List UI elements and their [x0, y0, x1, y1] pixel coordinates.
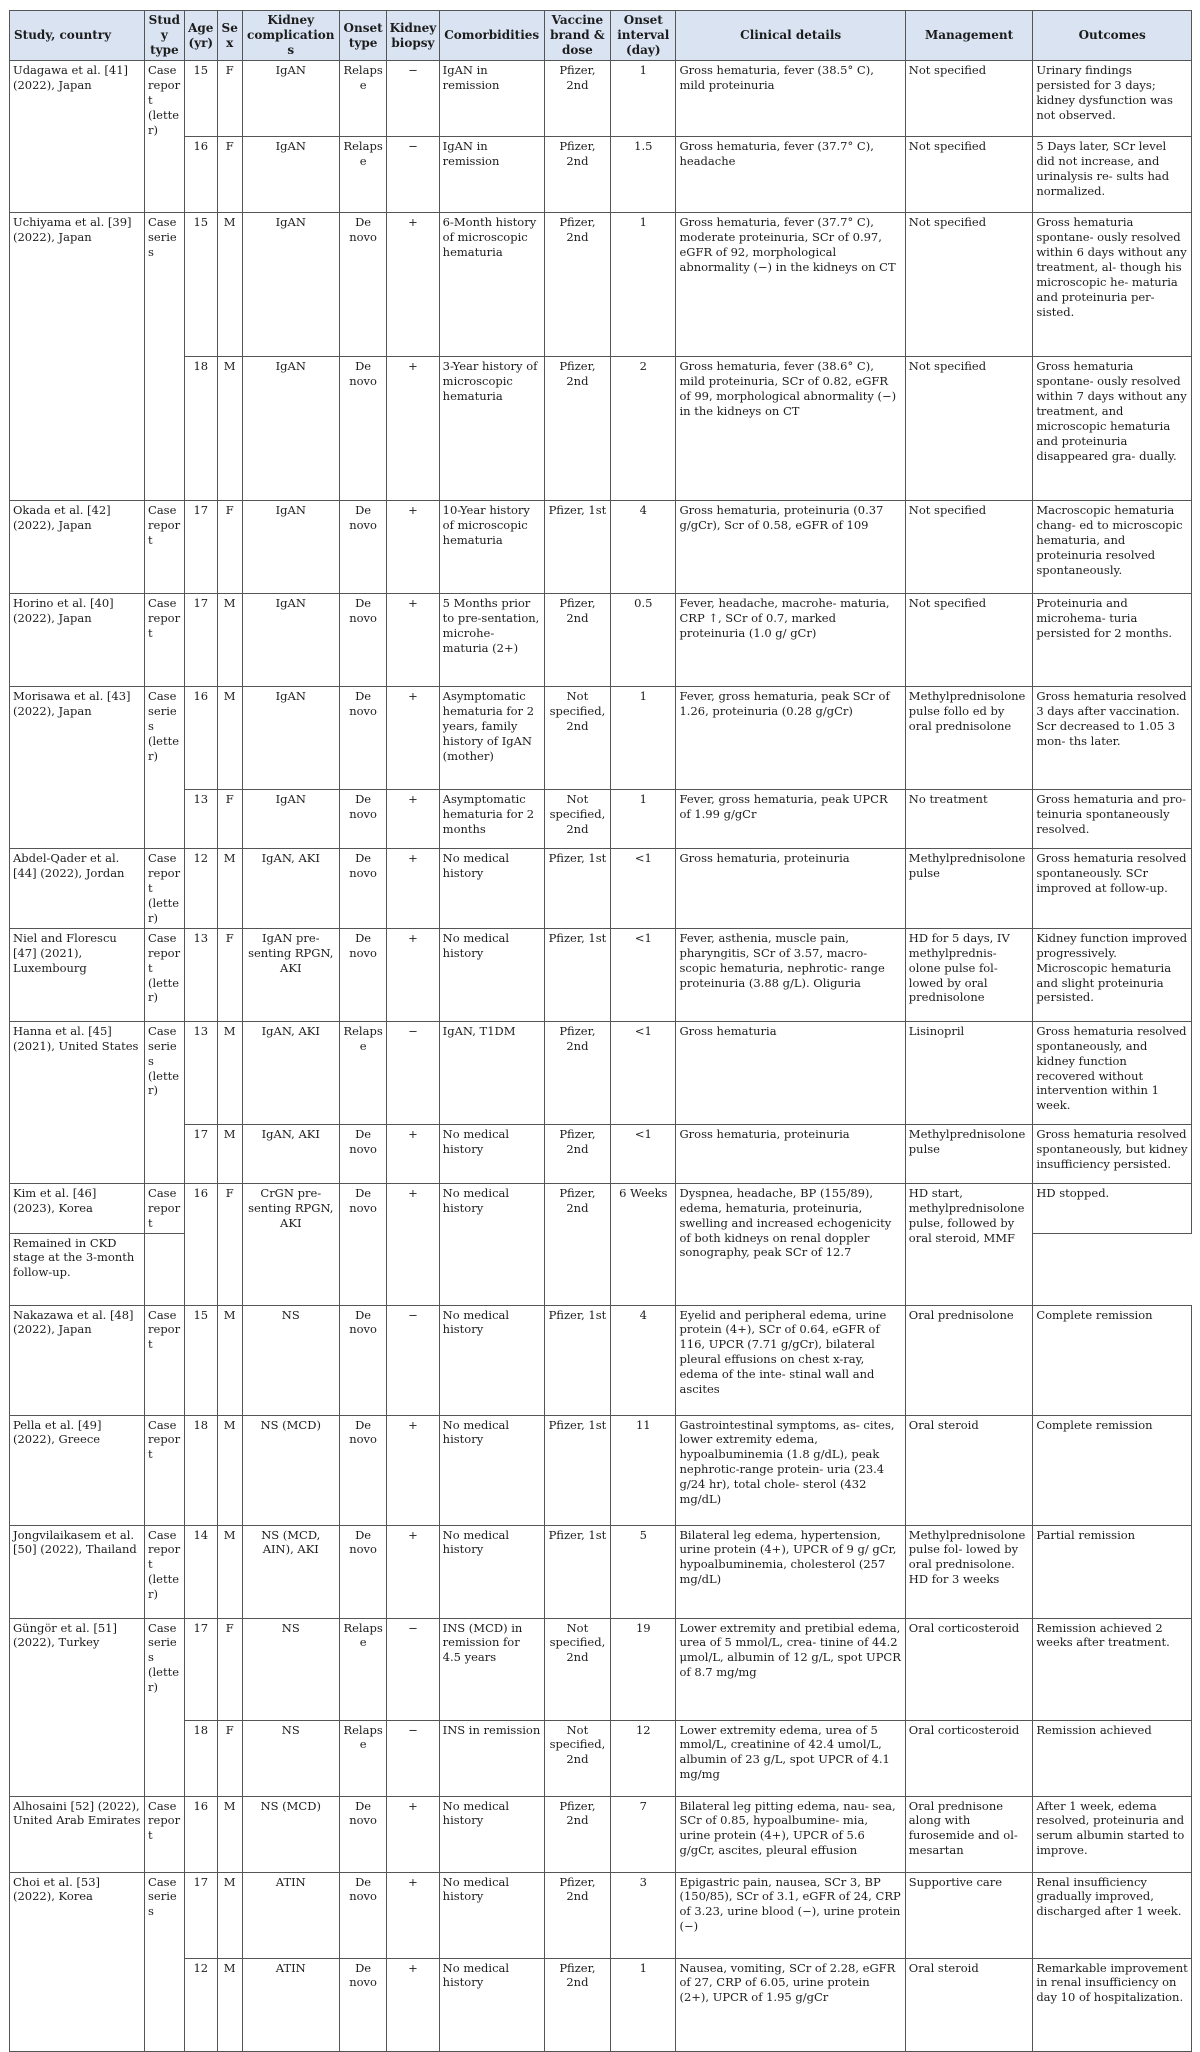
age-cell: 18 — [184, 1720, 217, 1796]
table-row — [10, 1021, 1192, 1124]
clinical-details-cell: Fever, gross hematuria, peak UPCR of 1.99 g/gCr — [676, 790, 905, 849]
onset-interval-cell: 2 — [611, 357, 676, 501]
biopsy-cell: − — [387, 1720, 440, 1796]
header-comorbidities: Comorbidities — [439, 11, 544, 61]
vaccine-cell: Pfizer, 2nd — [544, 1872, 610, 1958]
study-type-cell: Case report — [145, 594, 185, 687]
vaccine-cell: Pfizer, 1st — [544, 928, 610, 1021]
outcomes-cell: HD stopped. — [1033, 1183, 1192, 1233]
onset-type-cell: De novo — [340, 213, 387, 357]
vaccine-cell: Pfizer, 2nd — [544, 594, 610, 687]
biopsy-cell: + — [387, 594, 440, 687]
study-type-cell: Case report (letter) — [145, 1525, 185, 1618]
comorbidities-cell: Asymptomatic hematuria for 2 months — [439, 790, 544, 849]
vaccine-cell: Pfizer, 2nd — [544, 137, 610, 213]
sex-cell: M — [217, 1305, 242, 1415]
kidney-complications-cell: IgAN — [242, 687, 340, 790]
clinical-details-cell: Bilateral leg pitting edema, nau- sea, SCr of 0.85, hypoalbumine- mia, urine protein (4+), UPCR of 5.6 g/gCr, ascites, pleural effusion — [676, 1796, 905, 1872]
vaccine-cell: Pfizer, 2nd — [544, 1958, 610, 2051]
study-type-cell: Case series — [145, 213, 185, 501]
study-type-cell: Case report (letter) — [145, 849, 185, 929]
kidney-complications-cell: CrGN pre- senting RPGN, AKI — [242, 1183, 340, 1305]
sex-cell: M — [217, 357, 242, 501]
onset-interval-cell: 1 — [611, 1958, 676, 2051]
comorbidities-cell: No medical history — [439, 849, 544, 929]
study-cell: Choi et al. [53] (2022), Korea — [10, 1872, 145, 2051]
table-row — [10, 137, 1192, 213]
biopsy-cell: + — [387, 687, 440, 790]
study-type-cell: Case report (letter) — [145, 928, 185, 1021]
biopsy-cell: − — [387, 1305, 440, 1415]
age-cell: 14 — [184, 1525, 217, 1618]
table-row — [10, 1183, 1192, 1233]
header-type: Study type — [145, 11, 185, 61]
onset-interval-cell: 4 — [611, 501, 676, 594]
header-management: Management — [905, 11, 1033, 61]
clinical-details-cell: Gross hematuria — [676, 1021, 905, 1124]
age-cell: 18 — [184, 1415, 217, 1525]
age-cell: 16 — [184, 137, 217, 213]
biopsy-cell: + — [387, 501, 440, 594]
age-cell: 16 — [184, 1183, 217, 1305]
management-cell: Lisinopril — [905, 1021, 1033, 1124]
onset-type-cell: De novo — [340, 1305, 387, 1415]
onset-type-cell: De novo — [340, 1525, 387, 1618]
study-type-cell: Case report (letter) — [145, 61, 185, 213]
clinical-details-cell: Epigastric pain, nausea, SCr 3, BP (150/85), SCr of 3.1, eGFR of 24, CRP of 3.23, urine blood (−), urine protein (−) — [676, 1872, 905, 1958]
table-row — [10, 1618, 1192, 1720]
study-type-cell: Case report — [145, 501, 185, 594]
comorbidities-cell: 3-Year history of microscopic hematuria — [439, 357, 544, 501]
comorbidities-cell: No medical history — [439, 928, 544, 1021]
outcomes-cell: Macroscopic hematuria chang- ed to microscopic hematuria, and proteinuria resolved spontaneously. — [1033, 501, 1192, 594]
header-onset: Onset type — [340, 11, 387, 61]
biopsy-cell: − — [387, 1021, 440, 1124]
comorbidities-cell: No medical history — [439, 1525, 544, 1618]
study-cell: Jongvilaikasem et al. [50] (2022), Thailand — [10, 1525, 145, 1618]
table-row — [10, 1958, 1192, 2051]
onset-type-cell: De novo — [340, 928, 387, 1021]
age-cell: 17 — [184, 1872, 217, 1958]
table-row — [10, 594, 1192, 687]
onset-type-cell: De novo — [340, 1958, 387, 2051]
study-cell: Uchiyama et al. [39] (2022), Japan — [10, 213, 145, 501]
sex-cell: F — [217, 1183, 242, 1305]
biopsy-cell: + — [387, 1796, 440, 1872]
comorbidities-cell: 10-Year history of microscopic hematuria — [439, 501, 544, 594]
clinical-details-cell: Fever, gross hematuria, peak SCr of 1.26, proteinuria (0.28 g/gCr) — [676, 687, 905, 790]
sex-cell: F — [217, 137, 242, 213]
onset-type-cell: De novo — [340, 1872, 387, 1958]
management-cell: Not specified — [905, 357, 1033, 501]
onset-type-cell: De novo — [340, 1415, 387, 1525]
outcomes-cell: Remained in CKD stage at the 3-month follow-up. — [10, 1233, 145, 1305]
clinical-details-cell: Eyelid and peripheral edema, urine protein (4+), SCr of 0.64, eGFR of 116, UPCR (7.71 g/gCr), bilateral pleural effusions on chest x-ray, edema of the inte- stinal wall and ascites — [676, 1305, 905, 1415]
onset-type-cell: Relapse — [340, 61, 387, 137]
onset-interval-cell: 1 — [611, 790, 676, 849]
management-cell: Methylprednisolone pulse — [905, 849, 1033, 929]
table-row — [10, 1872, 1192, 1958]
management-cell: Oral prednisone along with furosemide and ol- mesartan — [905, 1796, 1033, 1872]
kidney-complications-cell: IgAN, AKI — [242, 849, 340, 929]
management-cell: Not specified — [905, 213, 1033, 357]
onset-interval-cell: 5 — [611, 1525, 676, 1618]
sex-cell: M — [217, 849, 242, 929]
outcomes-cell: Kidney function improved progressively. Microscopic hematuria and slight proteinuria persisted. — [1033, 928, 1192, 1021]
age-cell: 13 — [184, 928, 217, 1021]
studies-table — [9, 10, 1192, 2052]
management-cell: Not specified — [905, 137, 1033, 213]
table-row — [10, 1305, 1192, 1415]
vaccine-cell: Pfizer, 2nd — [544, 1021, 610, 1124]
clinical-details-cell: Lower extremity edema, urea of 5 mmol/L, creatinine of 42.4 umol/L, albumin of 23 g/L, spot UPCR of 4.1 mg/mg — [676, 1720, 905, 1796]
onset-type-cell: Relapse — [340, 1021, 387, 1124]
vaccine-cell: Pfizer, 2nd — [544, 357, 610, 501]
table-row — [10, 1415, 1192, 1525]
vaccine-cell: Pfizer, 2nd — [544, 61, 610, 137]
management-cell: Supportive care — [905, 1872, 1033, 1958]
vaccine-cell: Not specified, 2nd — [544, 790, 610, 849]
onset-interval-cell: 19 — [611, 1618, 676, 1720]
header-interval: Onset interval (day) — [611, 11, 676, 61]
clinical-details-cell: Bilateral leg edema, hypertension, urine protein (4+), UPCR of 9 g/ gCr, hypoalbuminemia, cholesterol (257 mg/dL) — [676, 1525, 905, 1618]
sex-cell: M — [217, 213, 242, 357]
sex-cell: F — [217, 1720, 242, 1796]
outcomes-cell: Proteinuria and microhema- turia persisted for 2 months. — [1033, 594, 1192, 687]
study-type-cell: Case report — [145, 1796, 185, 1872]
kidney-complications-cell: NS — [242, 1305, 340, 1415]
onset-interval-cell: 1 — [611, 61, 676, 137]
comorbidities-cell: 6-Month history of microscopic hematuria — [439, 213, 544, 357]
sex-cell: F — [217, 61, 242, 137]
study-type-cell: Case report — [145, 1305, 185, 1415]
outcomes-cell: Complete remission — [1033, 1305, 1192, 1415]
kidney-complications-cell: IgAN — [242, 790, 340, 849]
comorbidities-cell: 5 Months prior to pre-sentation, microhe- maturia (2+) — [439, 594, 544, 687]
management-cell: Oral steroid — [905, 1958, 1033, 2051]
outcomes-cell: Remission achieved 2 weeks after treatment. — [1033, 1618, 1192, 1720]
management-cell: Not specified — [905, 61, 1033, 137]
age-cell: 12 — [184, 849, 217, 929]
table-row — [10, 1796, 1192, 1872]
outcomes-cell: Gross hematuria spontane- ously resolved within 6 days without any treatment, al- though his microscopic he- maturia and proteinuria per- sisted. — [1033, 213, 1192, 357]
age-cell: 15 — [184, 1305, 217, 1415]
study-type-cell: Case report — [145, 1415, 185, 1525]
outcomes-cell: Gross hematuria resolved spontaneously. SCr improved at follow-up. — [1033, 849, 1192, 929]
study-cell: Abdel-Qader et al. [44] (2022), Jordan — [10, 849, 145, 929]
study-cell: Niel and Florescu [47] (2021), Luxembourg — [10, 928, 145, 1021]
kidney-complications-cell: IgAN — [242, 594, 340, 687]
kidney-complications-cell: NS — [242, 1618, 340, 1720]
age-cell: 17 — [184, 501, 217, 594]
clinical-details-cell: Dyspnea, headache, BP (155/89), edema, hematuria, proteinuria, swelling and increased echogenicity of both kidneys on renal doppler sonography, peak SCr of 12.7 — [676, 1183, 905, 1305]
table-row — [10, 213, 1192, 357]
vaccine-cell: Pfizer, 1st — [544, 1415, 610, 1525]
outcomes-cell: Renal insufficiency gradually improved, discharged after 1 week. — [1033, 1872, 1192, 1958]
management-cell: Oral corticosteroid — [905, 1618, 1033, 1720]
study-cell: Morisawa et al. [43] (2022), Japan — [10, 687, 145, 849]
vaccine-cell: Pfizer, 1st — [544, 1525, 610, 1618]
clinical-details-cell: Nausea, vomiting, SCr of 2.28, eGFR of 27, CRP of 6.05, urine protein (2+), UPCR of 1.95 g/gCr — [676, 1958, 905, 2051]
sex-cell: M — [217, 1021, 242, 1124]
biopsy-cell: − — [387, 137, 440, 213]
sex-cell: M — [217, 1796, 242, 1872]
sex-cell: M — [217, 1525, 242, 1618]
study-type-cell: Case series — [145, 1872, 185, 2051]
onset-interval-cell: 1 — [611, 213, 676, 357]
biopsy-cell: + — [387, 357, 440, 501]
comorbidities-cell: No medical history — [439, 1958, 544, 2051]
outcomes-cell: Urinary findings persisted for 3 days; kidney dysfunction was not observed. — [1033, 61, 1192, 137]
header-vaccine: Vaccine brand & dose — [544, 11, 610, 61]
biopsy-cell: + — [387, 1958, 440, 2051]
header-kidney: Kidney complications — [242, 11, 340, 61]
outcomes-cell: Gross hematuria resolved spontaneously, but kidney insufficiency persisted. — [1033, 1124, 1192, 1183]
onset-interval-cell: 0.5 — [611, 594, 676, 687]
outcomes-cell: Complete remission — [1033, 1415, 1192, 1525]
table-row — [10, 928, 1192, 1021]
outcomes-cell: 5 Days later, SCr level did not increase, and urinalysis re- sults had normalized. — [1033, 137, 1192, 213]
study-type-cell: Case series (letter) — [145, 687, 185, 849]
age-cell: 17 — [184, 594, 217, 687]
biopsy-cell: + — [387, 1872, 440, 1958]
comorbidities-cell: IgAN, T1DM — [439, 1021, 544, 1124]
outcomes-cell: Gross hematuria and pro- teinuria spontaneously resolved. — [1033, 790, 1192, 849]
study-type-cell: Case series (letter) — [145, 1021, 185, 1183]
study-cell: Kim et al. [46] (2023), Korea — [10, 1183, 145, 1233]
vaccine-cell: Pfizer, 2nd — [544, 1796, 610, 1872]
onset-interval-cell: 3 — [611, 1872, 676, 1958]
vaccine-cell: Pfizer, 1st — [544, 849, 610, 929]
onset-type-cell: De novo — [340, 357, 387, 501]
comorbidities-cell: No medical history — [439, 1183, 544, 1305]
kidney-complications-cell: IgAN, AKI — [242, 1124, 340, 1183]
sex-cell: M — [217, 1872, 242, 1958]
clinical-details-cell: Gross hematuria, fever (37.7° C), moderate proteinuria, SCr of 0.97, eGFR of 92, morphological abnormality (−) in the kidneys on CT — [676, 213, 905, 357]
onset-type-cell: De novo — [340, 687, 387, 790]
study-cell: Alhosaini [52] (2022), United Arab Emirates — [10, 1796, 145, 1872]
outcomes-cell: Gross hematuria spontane- ously resolved within 7 days without any treatment, and microscopic hematuria and proteinuria disappeared gra- dually. — [1033, 357, 1192, 501]
clinical-details-cell: Lower extremity and pretibial edema, urea of 5 mmol/L, crea- tinine of 44.2 μmol/L, albumin of 12 g/L, spot UPCR of 8.7 mg/mg — [676, 1618, 905, 1720]
clinical-details-cell: Gross hematuria, fever (37.7° C), headache — [676, 137, 905, 213]
kidney-complications-cell: IgAN — [242, 61, 340, 137]
outcomes-cell: Gross hematuria resolved spontaneously, and kidney function recovered without intervention within 1 week. — [1033, 1021, 1192, 1124]
biopsy-cell: + — [387, 849, 440, 929]
study-cell: Nakazawa et al. [48] (2022), Japan — [10, 1305, 145, 1415]
table-row — [10, 1124, 1192, 1183]
onset-type-cell: De novo — [340, 501, 387, 594]
study-cell: Horino et al. [40] (2022), Japan — [10, 594, 145, 687]
outcomes-cell: After 1 week, edema resolved, proteinuria and serum albumin started to improve. — [1033, 1796, 1192, 1872]
biopsy-cell: + — [387, 1415, 440, 1525]
table-body — [10, 61, 1192, 2052]
vaccine-cell: Not specified, 2nd — [544, 1618, 610, 1720]
kidney-complications-cell: IgAN — [242, 213, 340, 357]
comorbidities-cell: No medical history — [439, 1415, 544, 1525]
onset-interval-cell: 6 Weeks — [611, 1183, 676, 1305]
biopsy-cell: − — [387, 1618, 440, 1720]
clinical-details-cell: Gross hematuria, proteinuria (0.37 g/gCr), Scr of 0.58, eGFR of 109 — [676, 501, 905, 594]
clinical-details-cell: Gastrointestinal symptoms, as- cites, lower extremity edema, hypoalbuminemia (1.8 g/dL), peak nephrotic-range protein- uria (23.4 g/24 hr), total chole- sterol (432 mg/dL) — [676, 1415, 905, 1525]
study-type-cell: Case series (letter) — [145, 1618, 185, 1796]
onset-interval-cell: 12 — [611, 1720, 676, 1796]
management-cell: Methylprednisolone pulse — [905, 1124, 1033, 1183]
study-cell: Güngör et al. [51] (2022), Turkey — [10, 1618, 145, 1796]
table-row — [10, 501, 1192, 594]
age-cell: 17 — [184, 1124, 217, 1183]
clinical-details-cell: Gross hematuria, fever (38.6° C), mild proteinuria, SCr of 0.82, eGFR of 99, morphological abnormality (−) in the kidneys on CT — [676, 357, 905, 501]
comorbidities-cell: No medical history — [439, 1796, 544, 1872]
management-cell: Methylprednisolone pulse follo ed by oral prednisolone — [905, 687, 1033, 790]
sex-cell: M — [217, 687, 242, 790]
kidney-complications-cell: IgAN — [242, 501, 340, 594]
onset-interval-cell: <1 — [611, 928, 676, 1021]
kidney-complications-cell: NS (MCD) — [242, 1415, 340, 1525]
onset-type-cell: De novo — [340, 849, 387, 929]
onset-type-cell: De novo — [340, 1183, 387, 1305]
onset-interval-cell: 1.5 — [611, 137, 676, 213]
age-cell: 15 — [184, 61, 217, 137]
kidney-complications-cell: ATIN — [242, 1872, 340, 1958]
onset-type-cell: Relapse — [340, 1618, 387, 1720]
sex-cell: M — [217, 1415, 242, 1525]
onset-type-cell: De novo — [340, 790, 387, 849]
age-cell: 17 — [184, 1618, 217, 1720]
onset-interval-cell: <1 — [611, 1124, 676, 1183]
table-row — [10, 790, 1192, 849]
biopsy-cell: + — [387, 1124, 440, 1183]
table-row — [10, 357, 1192, 501]
kidney-complications-cell: NS (MCD, AIN), AKI — [242, 1525, 340, 1618]
management-cell: HD for 5 days, IV methylprednis- olone pulse fol- lowed by oral prednisolone — [905, 928, 1033, 1021]
biopsy-cell: + — [387, 1183, 440, 1305]
vaccine-cell: Pfizer, 2nd — [544, 1183, 610, 1305]
management-cell: Oral prednisolone — [905, 1305, 1033, 1415]
age-cell: 16 — [184, 687, 217, 790]
sex-cell: M — [217, 594, 242, 687]
kidney-complications-cell: NS — [242, 1720, 340, 1796]
sex-cell: F — [217, 1618, 242, 1720]
age-cell: 13 — [184, 1021, 217, 1124]
header-biopsy: Kidney biopsy — [387, 11, 440, 61]
clinical-details-cell: Gross hematuria, fever (38.5° C), mild proteinuria — [676, 61, 905, 137]
onset-type-cell: De novo — [340, 1796, 387, 1872]
age-cell: 15 — [184, 213, 217, 357]
kidney-complications-cell: NS (MCD) — [242, 1796, 340, 1872]
clinical-details-cell: Fever, asthenia, muscle pain, pharyngitis, SCr of 3.57, macro- scopic hematuria, nephrotic- range proteinuria (3.88 g/L). Oliguria — [676, 928, 905, 1021]
age-cell: 16 — [184, 1796, 217, 1872]
vaccine-cell: Pfizer, 1st — [544, 1305, 610, 1415]
kidney-complications-cell: IgAN — [242, 137, 340, 213]
clinical-details-cell: Gross hematuria, proteinuria — [676, 849, 905, 929]
kidney-complications-cell: IgAN pre- senting RPGN, AKI — [242, 928, 340, 1021]
outcomes-cell: Remarkable improvement in renal insufficiency on day 10 of hospitalization. — [1033, 1958, 1192, 2051]
table-row — [10, 61, 1192, 137]
management-cell: Oral steroid — [905, 1415, 1033, 1525]
outcomes-cell: Partial remission — [1033, 1525, 1192, 1618]
onset-type-cell: Relapse — [340, 1720, 387, 1796]
onset-type-cell: Relapse — [340, 137, 387, 213]
study-cell: Udagawa et al. [41] (2022), Japan — [10, 61, 145, 213]
onset-interval-cell: 4 — [611, 1305, 676, 1415]
comorbidities-cell: IgAN in remission — [439, 137, 544, 213]
biopsy-cell: + — [387, 213, 440, 357]
management-cell: Oral corticosteroid — [905, 1720, 1033, 1796]
header-clinical: Clinical details — [676, 11, 905, 61]
vaccine-cell: Pfizer, 2nd — [544, 213, 610, 357]
comorbidities-cell: No medical history — [439, 1872, 544, 1958]
kidney-complications-cell: IgAN — [242, 357, 340, 501]
comorbidities-cell: IgAN in remission — [439, 61, 544, 137]
kidney-complications-cell: IgAN, AKI — [242, 1021, 340, 1124]
comorbidities-cell: INS (MCD) in remission for 4.5 years — [439, 1618, 544, 1720]
study-cell: Okada et al. [42] (2022), Japan — [10, 501, 145, 594]
table-row — [10, 1720, 1192, 1796]
biopsy-cell: + — [387, 928, 440, 1021]
clinical-details-cell: Gross hematuria, proteinuria — [676, 1124, 905, 1183]
table-row — [10, 849, 1192, 929]
sex-cell: F — [217, 928, 242, 1021]
vaccine-cell: Pfizer, 2nd — [544, 1124, 610, 1183]
header-row — [10, 11, 1192, 61]
outcomes-cell: Gross hematuria resolved 3 days after vaccination. Scr decreased to 1.05 3 mon- ths later. — [1033, 687, 1192, 790]
management-cell: Not specified — [905, 501, 1033, 594]
header-sex: Sex — [217, 11, 242, 61]
vaccine-cell: Pfizer, 1st — [544, 501, 610, 594]
biopsy-cell: + — [387, 1525, 440, 1618]
header-outcomes: Outcomes — [1033, 11, 1192, 61]
kidney-complications-cell: ATIN — [242, 1958, 340, 2051]
vaccine-cell: Not specified, 2nd — [544, 687, 610, 790]
management-cell: HD start, methylprednisolone pulse, followed by oral steroid, MMF — [905, 1183, 1033, 1305]
onset-interval-cell: <1 — [611, 1021, 676, 1124]
comorbidities-cell: No medical history — [439, 1305, 544, 1415]
management-cell: Not specified — [905, 594, 1033, 687]
management-cell: No treatment — [905, 790, 1033, 849]
study-type-cell: Case report — [145, 1183, 185, 1233]
age-cell: 18 — [184, 357, 217, 501]
onset-interval-cell: 11 — [611, 1415, 676, 1525]
comorbidities-cell: No medical history — [439, 1124, 544, 1183]
management-cell: Methylprednisolone pulse fol- lowed by oral prednisolone. HD for 3 weeks — [905, 1525, 1033, 1618]
study-cell: Pella et al. [49] (2022), Greece — [10, 1415, 145, 1525]
comorbidities-cell: Asymptomatic hematuria for 2 years, family history of IgAN (mother) — [439, 687, 544, 790]
header-age: Age (yr) — [184, 11, 217, 61]
age-cell: 13 — [184, 790, 217, 849]
sex-cell: F — [217, 501, 242, 594]
biopsy-cell: + — [387, 790, 440, 849]
onset-interval-cell: 7 — [611, 1796, 676, 1872]
table-row — [10, 687, 1192, 790]
clinical-details-cell: Fever, headache, macrohe- maturia, CRP ↑, SCr of 0.7, marked proteinuria (1.0 g/ gCr) — [676, 594, 905, 687]
vaccine-cell: Not specified, 2nd — [544, 1720, 610, 1796]
onset-type-cell: De novo — [340, 1124, 387, 1183]
sex-cell: M — [217, 1958, 242, 2051]
table-row — [10, 1525, 1192, 1618]
onset-interval-cell: <1 — [611, 849, 676, 929]
comorbidities-cell: INS in remission — [439, 1720, 544, 1796]
biopsy-cell: − — [387, 61, 440, 137]
onset-interval-cell: 1 — [611, 687, 676, 790]
sex-cell: F — [217, 790, 242, 849]
age-cell: 12 — [184, 1958, 217, 2051]
study-cell: Hanna et al. [45] (2021), United States — [10, 1021, 145, 1183]
header-study: Study, country — [10, 11, 145, 61]
onset-type-cell: De novo — [340, 594, 387, 687]
sex-cell: M — [217, 1124, 242, 1183]
outcomes-cell: Remission achieved — [1033, 1720, 1192, 1796]
